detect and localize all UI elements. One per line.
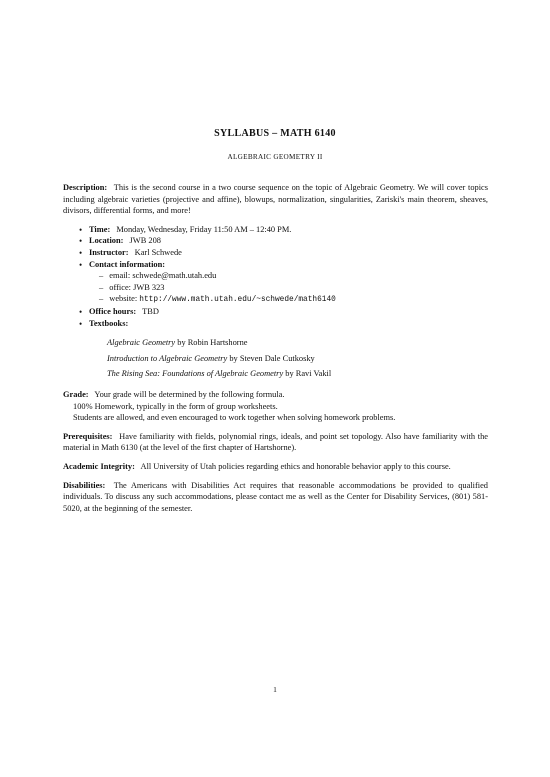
disabilities-label: Disabilities: [63, 480, 106, 490]
description-paragraph [63, 182, 488, 217]
office-hours-label: Office hours: [89, 307, 137, 317]
email-label: email: [109, 271, 131, 281]
dash-marker: – [99, 271, 104, 281]
textbook-title: Introduction to Algebraic Geometry [107, 353, 228, 363]
disabilities-paragraph [63, 480, 488, 515]
description-text: This is the second course in a two course sequence on the topic of Algebraic Geometry. We will cover topics including algebraic varieties (projective and affine), blowups, normalization, singularities, Zariski's main theorem, sheaves, divisors, differential forms, and more! [63, 183, 488, 216]
instructor-value: Karl Schwede [134, 247, 182, 257]
description-label: Description: [63, 183, 108, 192]
contact-sublist [89, 270, 488, 306]
textbook-entry [107, 353, 488, 365]
website-link[interactable]: http://www.math.utah.edu/~schwede/math6140 [139, 296, 336, 305]
location-value: JWB 208 [129, 236, 161, 246]
list-item-textbooks [89, 318, 488, 330]
location-label: Location: [89, 236, 124, 246]
integrity-text: All University of Utah policies regarding ethics and honorable behavior apply to this course. [140, 462, 451, 472]
page-number: 1 [273, 685, 277, 694]
textbook-list [107, 337, 488, 380]
time-value: Monday, Wednesday, Friday 11:50 AM – 12:40 PM. [116, 224, 292, 234]
grade-label: Grade: [63, 390, 89, 400]
contact-email-item [99, 270, 488, 282]
grade-formula: 100% Homework, typically in the form of group worksheets. [73, 401, 278, 411]
list-item-location [89, 235, 488, 247]
course-details-list [63, 224, 488, 330]
grade-section [63, 389, 488, 424]
textbook-entry [107, 337, 488, 349]
textbook-entry [107, 368, 488, 380]
textbook-author: by Robin Hartshorne [177, 338, 248, 348]
page-title: SYLLABUS – MATH 6140 [214, 128, 336, 139]
contact-office-item [99, 282, 488, 294]
grade-intro [63, 389, 488, 401]
list-item-office-hours [89, 306, 488, 318]
time-label: Time: [89, 224, 111, 234]
dash-marker: – [99, 294, 104, 304]
office-hours-value: TBD [142, 307, 159, 317]
list-item-time [89, 224, 488, 236]
integrity-label: Academic Integrity: [63, 462, 135, 472]
office-value: JWB 323 [133, 282, 165, 292]
instructor-label: Instructor: [89, 247, 129, 257]
syllabus-body [63, 182, 488, 521]
disabilities-text: The Americans with Disabilities Act requires that reasonable accommodations be provided to qualified individuals. To discuss any such accommodations, please contact me as well as the Center for Disability Services, (801) 581-5020, at the beginning of the semester. [63, 480, 488, 513]
textbook-author: by Ravi Vakil [285, 369, 332, 379]
office-label: office: [109, 282, 131, 292]
contact-label: Contact information: [89, 259, 166, 269]
list-item-contact [89, 259, 488, 307]
website-label: website: [109, 294, 138, 304]
prerequisites-label: Prerequisites: [63, 431, 113, 441]
prerequisites-text: Have familiarity with fields, polynomial rings, ideals, and point set topology. Also have familiarity with the material in Math 6130 (at the level of the first chapter of Hartshorne). [63, 431, 488, 453]
integrity-paragraph [63, 461, 488, 473]
dash-marker: – [99, 282, 104, 292]
textbooks-label: Textbooks: [89, 318, 129, 328]
textbook-title: The Rising Sea: Foundations of Algebraic Geometry [107, 369, 284, 379]
list-item-instructor [89, 247, 488, 259]
email-link[interactable]: schwede@math.utah.edu [132, 271, 217, 281]
textbook-title: Algebraic Geometry [107, 338, 176, 348]
prerequisites-paragraph [63, 431, 488, 454]
textbook-author: by Steven Dale Cutkosky [229, 353, 315, 363]
grade-note: Students are allowed, and even encouraged to work together when solving homework problems. [73, 413, 396, 423]
grade-text: Your grade will be determined by the following formula. [94, 390, 285, 400]
contact-website-item [99, 293, 488, 306]
page-subtitle: ALGEBRAIC GEOMETRY II [227, 153, 323, 161]
